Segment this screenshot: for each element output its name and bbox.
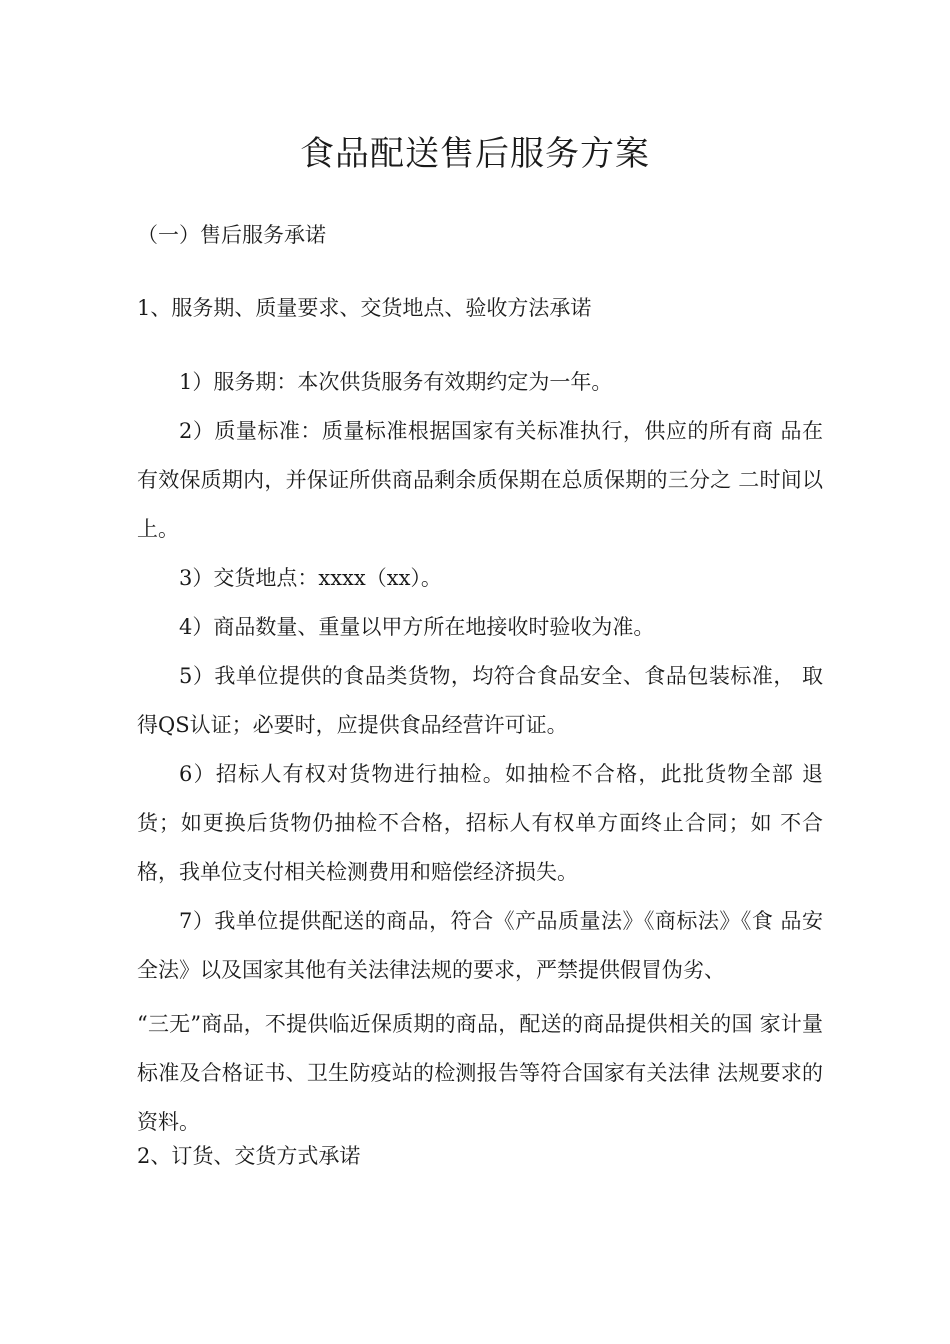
item-quality-standard bbox=[137, 407, 823, 554]
item-legal-compliance bbox=[137, 897, 823, 995]
item-legal-compliance-continued: “三无”商品，不提供临近保质期的商品，配送的商品提供相关的国 家计量标准及合格证书、卫生防疫站的检测报告等符合国家有关法律 法规要求的资料。 bbox=[137, 1012, 823, 1134]
item-text: 7）我单位提供配送的商品，符合《产品质量法》《商标法》《食 品安全法》以及国家其他有关法律法规的要求，严禁提供假冒伪劣、 bbox=[137, 909, 823, 982]
item-text: 4）商品数量、重量以甲方所在地接收时验收为准。 bbox=[179, 615, 655, 639]
subsection-heading-service-period: 1、服务期、质量要求、交货地点、验收方法承诺 bbox=[137, 296, 592, 320]
item-text: 5）我单位提供的食品类货物，均符合食品安全、食品包装标准， 取得QS认证；必要时，应提供食品经营许可证。 bbox=[137, 664, 823, 737]
item-text: 1）服务期：本次供货服务有效期约定为一年。 bbox=[179, 370, 613, 394]
item-service-period bbox=[137, 358, 823, 407]
document-title: 食品配送售后服务方案 bbox=[300, 134, 650, 174]
subsection-heading-ordering-delivery: 2、订货、交货方式承诺 bbox=[137, 1144, 361, 1168]
section-heading-after-sales: （一）售后服务承诺 bbox=[137, 223, 326, 247]
item-quantity-weight bbox=[137, 603, 823, 652]
item-delivery-location bbox=[137, 554, 823, 603]
item-text: 2）质量标准：质量标准根据国家有关标准执行，供应的所有商 品在有效保质期内，并保证所供商品剩余质保期在总质保期的三分之 二时间以上。 bbox=[137, 419, 823, 541]
item-text: 3）交货地点：xxxx（xx）。 bbox=[179, 566, 442, 590]
item-text: 6）招标人有权对货物进行抽检。如抽检不合格，此批货物全部 退货；如更换后货物仍抽检不合格，招标人有权单方面终止合同；如 不合格，我单位支付相关检测费用和赔偿经济损失。 bbox=[137, 762, 823, 884]
item-inspection bbox=[137, 750, 823, 897]
item-food-standards bbox=[137, 652, 823, 750]
